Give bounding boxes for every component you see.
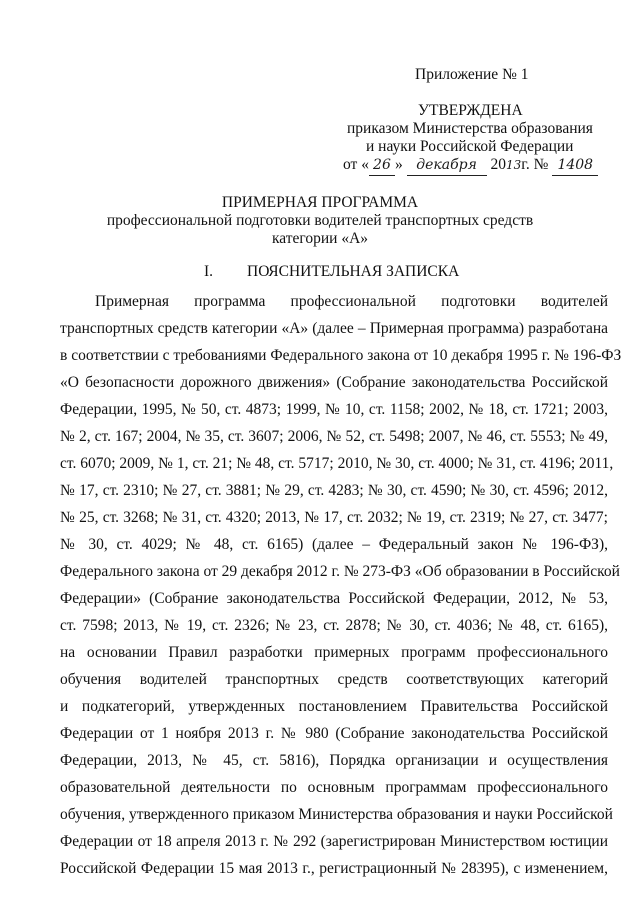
order-number-handwritten: 1408 [552, 156, 598, 176]
body-line: обучения, утвержденного приказом Министерства образования и науки Российской [60, 806, 613, 823]
body-line: в соответствии с требованиями Федерального закона от 10 декабря 1995 г. № 196-ФЗ [60, 347, 622, 364]
date-year-prefix: 20 [490, 156, 506, 173]
body-line: Федерации от 18 апреля 2013 г. № 292 (зарегистрирован Министерством юстиции [60, 833, 608, 850]
order-date-line [343, 155, 598, 176]
body-line: обучения водителей транспортных средств соответствующих категорий [60, 671, 608, 688]
body-line: ст. 6070; 2009, № 1, ст. 21; № 48, ст. 5717; 2010, № 30, ст. 4000; № 31, ст. 4196; 2011, [60, 455, 614, 472]
program-title: ПРИМЕРНАЯ ПРОГРАММА [221, 194, 419, 211]
body-line: транспортных средств категории «А» (далее – Примерная программа) разработана [60, 320, 608, 337]
section-number: I. [204, 263, 214, 280]
approved-label: УТВЕРЖДЕНА [418, 102, 523, 119]
body-line: № 25, ст. 3268; № 31, ст. 4320; 2013, № 17, ст. 2032; № 19, ст. 2319; № 27, ст. 3477; [60, 509, 608, 526]
body-line: № 30, ст. 4029; № 48, ст. 6165) (далее – Федеральный закон № 196-ФЗ), [60, 536, 608, 553]
order-line-2: и науки Российской Федерации [366, 138, 574, 155]
date-suffix: г. № [521, 156, 549, 173]
body-line: и подкатегорий, утвержденных постановлением Правительства Российской [60, 698, 608, 715]
order-line-1: приказом Министерства образования [347, 120, 593, 137]
body-line: Российской Федерации 15 мая 2013 г., регистрационный № 28395), с изменением, [60, 860, 608, 877]
program-subtitle-1: профессиональной подготовки водителей транспортных средств [106, 212, 534, 229]
date-year-handwritten: 13 [505, 158, 522, 172]
date-month-handwritten: декабря [407, 156, 487, 176]
body-line: «О безопасности дорожного движения» (Собрание законодательства Российской [60, 374, 608, 391]
body-line: Федерального закона от 29 декабря 2012 г. № 273-ФЗ «Об образовании в Российской [60, 563, 620, 580]
body-line: ст. 7598; 2013, № 19, ст. 2326; № 23, ст. 2878; № 30, ст. 4036; № 48, ст. 6165), [60, 617, 608, 634]
date-prefix: от « [343, 156, 369, 173]
body-line: № 17, ст. 2310; № 27, ст. 3881; № 29, ст. 4283; № 30, ст. 4590; № 30, ст. 4596; 2012, [60, 482, 608, 499]
body-line: Федерации от 1 ноября 2013 г. № 980 (Собрание законодательства Российской [60, 725, 608, 742]
section-heading: ПОЯСНИТЕЛЬНАЯ ЗАПИСКА [247, 263, 460, 280]
body-line: Федерации» (Собрание законодательства Российской Федерации, 2012, № 53, [60, 590, 608, 607]
body-line: образовательной деятельности по основным программам профессионального [60, 779, 608, 796]
body-line: № 2, ст. 167; 2004, № 35, ст. 3607; 2006, № 52, ст. 5498; 2007, № 46, ст. 5553; № 49, [60, 428, 608, 445]
body-line: Федерации, 1995, № 50, ст. 4873; 1999, № 10, ст. 1158; 2002, № 18, ст. 1721; 2003, [60, 401, 608, 418]
body-line: на основании Правил разработки примерных программ профессионального [60, 644, 608, 661]
program-subtitle-2: категории «А» [271, 230, 369, 247]
date-quote-close: » [394, 156, 403, 173]
body-line: Примерная программа профессиональной подготовки водителей [95, 293, 608, 310]
date-day-handwritten: 26 [369, 156, 395, 176]
appendix-label: Приложение № 1 [415, 66, 529, 83]
body-line: Федерации, 2013, № 45, ст. 5816), Порядка организации и осуществления [60, 752, 608, 769]
